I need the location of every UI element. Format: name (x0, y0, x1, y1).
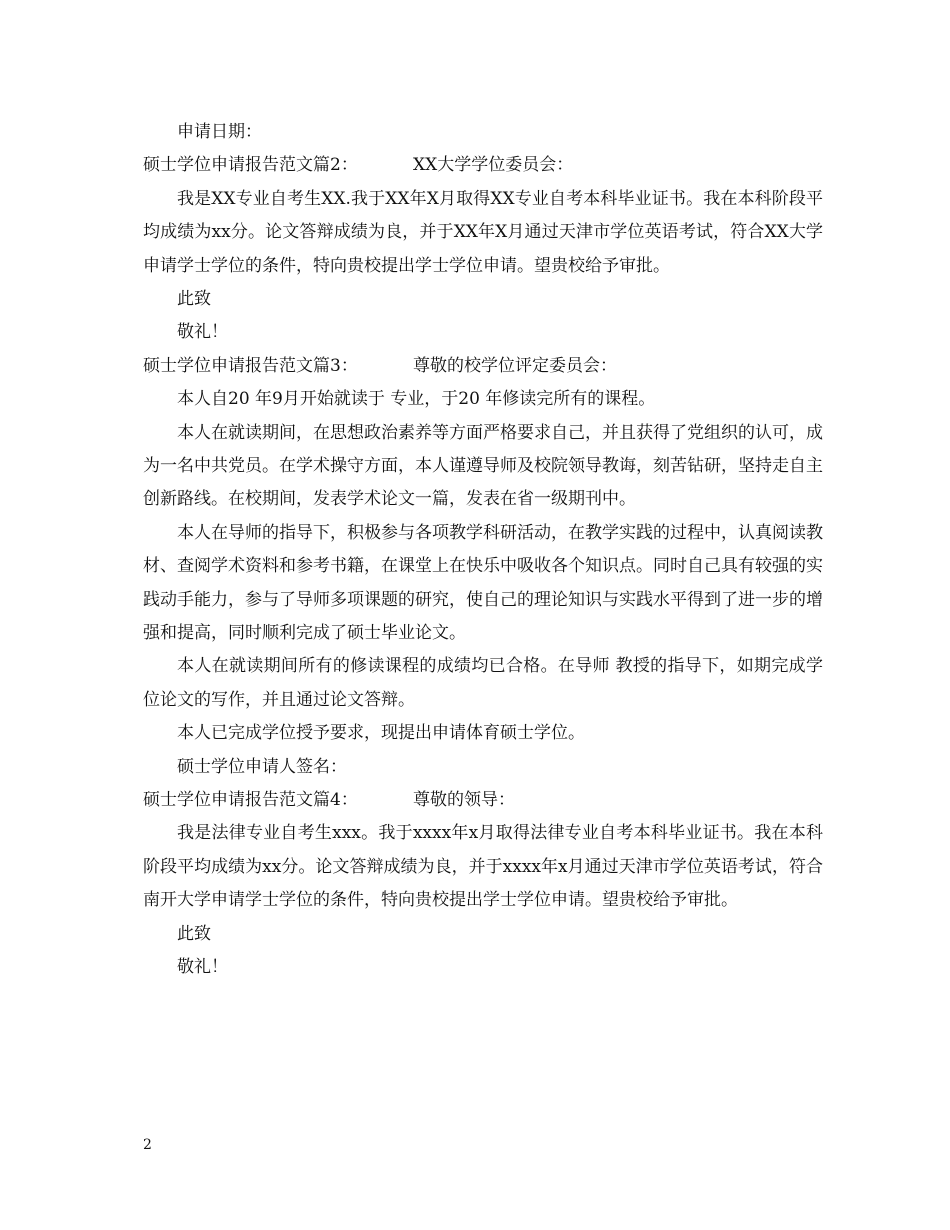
heading-section-2 (143, 149, 823, 182)
heading-2-addressee: XX大学学位委员会： (413, 155, 574, 176)
section-2-paragraph: 我是XX专业自考生XX.我于XX年X月取得XX专业自考本科毕业证书。我在本科阶段平均成绩为xx分。论文答辩成绩为良，并于XX年X月通过天津市学位英语考试，符合XX大学申请学士学位的条件，特向贵校提出学士学位申请。望贵校给予审批。 (143, 188, 823, 276)
heading-section-3 (143, 350, 823, 383)
section-3-paragraph-3: 本人在导师的指导下，积极参与各项教学科研活动，在教学实践的过程中，认真阅读教材、查阅学术资料和参考书籍，在课堂上在快乐中吸收各个知识点。同时自己具有较强的实践动手能力，参与了导师多项课题的研究，使自己的理论知识与实践水平得到了进一步的增强和提高，同时顺利完成了硕士毕业论文。 (143, 522, 823, 644)
document-body (143, 116, 823, 984)
apply-date-line: 申请日期： (177, 122, 262, 142)
section-3-paragraph-4: 本人在就读期间所有的修读课程的成绩均已合格。在导师 教授的指导下，如期完成学位论文的写作，并且通过论文答辩。 (143, 656, 823, 710)
closing-jingli-2: 敬礼！ (177, 957, 228, 978)
heading-4-title: 硕士学位申请报告范文篇4： (143, 790, 358, 811)
section-3-paragraph-5: 本人已完成学位授予要求，现提出申请体育硕士学位。 (177, 723, 585, 744)
heading-4-addressee: 尊敬的领导： (413, 790, 515, 811)
heading-2-title: 硕士学位申请报告范文篇2： (143, 155, 358, 176)
heading-section-4 (143, 784, 823, 817)
closing-cizhi-1: 此致 (177, 289, 211, 309)
section-3-paragraph-2: 本人在就读期间，在思想政治素养等方面严格要求自己，并且获得了党组织的认可，成为一名中共党员。在学术操守方面，本人谨遵导师及校院领导教诲，刻苦钻研，坚持走自主创新路线。在校期间，发表学术论文一篇，发表在省一级期刊中。 (143, 422, 823, 510)
signature-line: 硕士学位申请人签名： (177, 756, 347, 777)
heading-3-title: 硕士学位申请报告范文篇3： (143, 355, 358, 376)
section-4-paragraph: 我是法律专业自考生xxx。我于xxxx年x月取得法律专业自考本科毕业证书。我在本科阶段平均成绩为xx分。论文答辩成绩为良，并于xxxx年x月通过天津市学位英语考试，符合南开大学申请学士学位的条件，特向贵校提出学士学位申请。望贵校给予审批。 (143, 823, 823, 911)
closing-jingli-1: 敬礼！ (177, 322, 228, 343)
section-3-paragraph-1: 本人自20 年9月开始就读于 专业，于20 年修读完所有的课程。 (177, 389, 656, 410)
page-number: 2 (143, 1137, 152, 1153)
closing-cizhi-2: 此致 (177, 923, 211, 944)
heading-3-addressee: 尊敬的校学位评定委员会： (413, 355, 617, 376)
